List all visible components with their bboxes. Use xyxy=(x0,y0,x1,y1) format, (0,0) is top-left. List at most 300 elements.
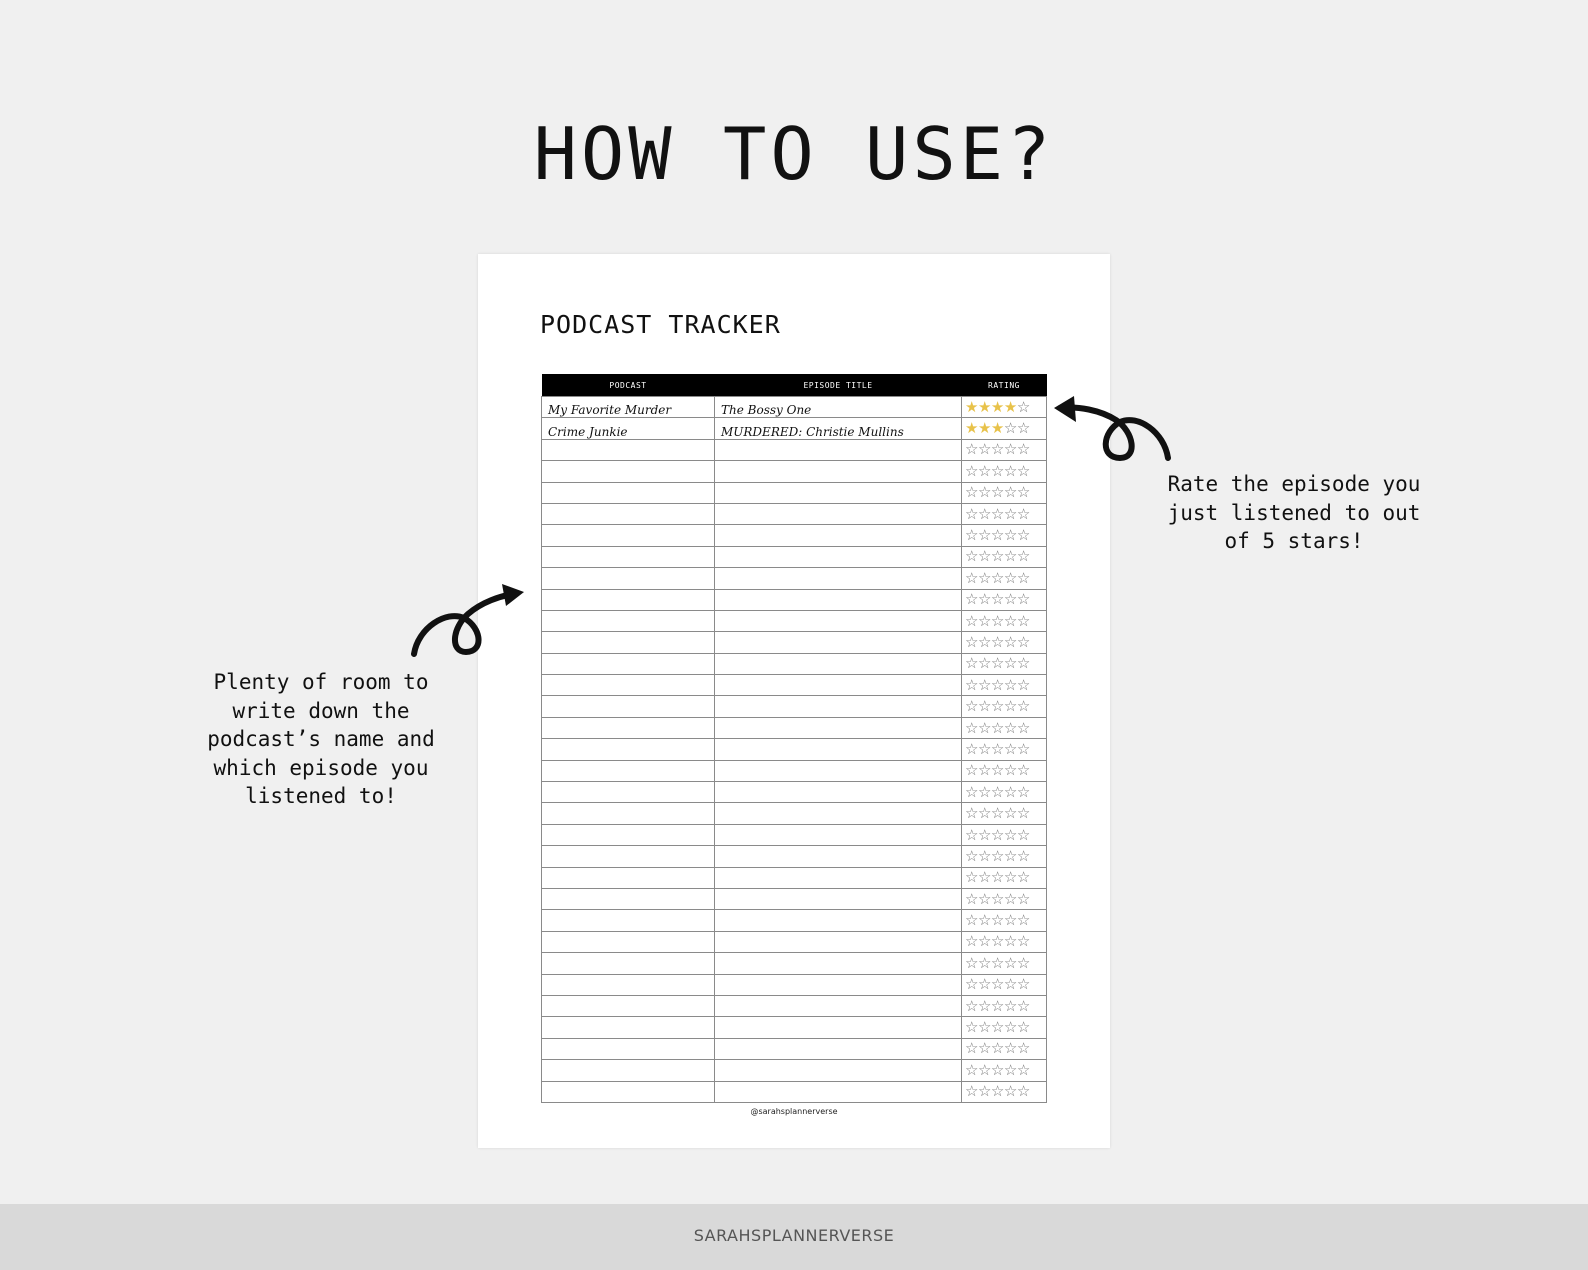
table-row xyxy=(542,482,1047,503)
star-empty-icon[interactable]: ☆ xyxy=(977,697,991,716)
podcast-cell[interactable] xyxy=(542,589,715,610)
episode-title-cell[interactable] xyxy=(715,739,962,760)
table-row xyxy=(542,888,1047,909)
rating-cell xyxy=(962,974,1047,995)
star-empty-icon[interactable]: ☆ xyxy=(977,846,991,865)
podcast-cell[interactable] xyxy=(542,653,715,674)
star-empty-icon[interactable]: ☆ xyxy=(1016,975,1030,994)
star-empty-icon[interactable]: ☆ xyxy=(990,504,1004,523)
table-row xyxy=(542,974,1047,995)
star-empty-icon[interactable]: ☆ xyxy=(1003,547,1017,566)
star-empty-icon[interactable]: ☆ xyxy=(977,1018,991,1037)
star-empty-icon[interactable]: ☆ xyxy=(965,804,978,823)
table-row xyxy=(542,439,1047,460)
table-row xyxy=(542,525,1047,546)
rating-cell xyxy=(962,696,1047,717)
podcast-cell[interactable] xyxy=(542,760,715,781)
podcast-cell[interactable] xyxy=(542,1017,715,1038)
star-empty-icon[interactable]: ☆ xyxy=(977,889,991,908)
star-empty-icon[interactable]: ☆ xyxy=(1016,889,1030,908)
rating-cell xyxy=(962,931,1047,952)
curly-arrow-icon xyxy=(410,584,528,660)
episode-title-cell[interactable] xyxy=(715,888,962,909)
star-empty-icon[interactable]: ☆ xyxy=(965,782,978,801)
table-row xyxy=(542,803,1047,824)
star-empty-icon[interactable]: ☆ xyxy=(1003,911,1017,930)
star-empty-icon[interactable]: ☆ xyxy=(1003,825,1017,844)
star-empty-icon[interactable]: ☆ xyxy=(965,911,978,930)
rating-cell xyxy=(962,589,1047,610)
star-empty-icon[interactable]: ☆ xyxy=(965,932,978,951)
podcast-cell[interactable] xyxy=(542,953,715,974)
star-empty-icon[interactable]: ☆ xyxy=(1003,526,1017,545)
star-empty-icon[interactable]: ☆ xyxy=(990,761,1004,780)
star-empty-icon[interactable]: ☆ xyxy=(990,825,1004,844)
star-empty-icon[interactable]: ☆ xyxy=(965,975,978,994)
table-row xyxy=(542,910,1047,931)
episode-title-cell[interactable] xyxy=(715,503,962,524)
star-empty-icon[interactable]: ☆ xyxy=(1016,675,1030,694)
table-row xyxy=(542,782,1047,803)
page-heading: HOW TO USE? xyxy=(533,112,1055,196)
star-empty-icon[interactable]: ☆ xyxy=(1016,996,1030,1015)
star-empty-icon[interactable]: ☆ xyxy=(990,632,1004,651)
star-empty-icon[interactable]: ☆ xyxy=(977,1060,991,1079)
episode-title-cell[interactable] xyxy=(715,589,962,610)
podcast-cell[interactable] xyxy=(542,1060,715,1081)
podcast-cell[interactable] xyxy=(542,568,715,589)
star-empty-icon[interactable]: ☆ xyxy=(965,1082,978,1101)
sheet-title: PODCAST TRACKER xyxy=(540,310,781,339)
star-empty-icon[interactable]: ☆ xyxy=(990,526,1004,545)
star-empty-icon[interactable]: ☆ xyxy=(1016,397,1030,416)
episode-title-cell[interactable] xyxy=(715,974,962,995)
star-empty-icon[interactable]: ☆ xyxy=(965,526,978,545)
podcast-cell[interactable] xyxy=(542,632,715,653)
star-filled-icon[interactable]: ★ xyxy=(977,419,991,438)
podcast-cell[interactable]: Crime Junkie xyxy=(542,418,715,439)
star-empty-icon[interactable]: ☆ xyxy=(965,483,978,502)
star-empty-icon[interactable]: ☆ xyxy=(1003,889,1017,908)
episode-title-cell[interactable] xyxy=(715,1017,962,1038)
star-empty-icon[interactable]: ☆ xyxy=(1003,1039,1017,1058)
podcast-cell[interactable] xyxy=(542,974,715,995)
star-empty-icon[interactable]: ☆ xyxy=(1003,975,1017,994)
star-empty-icon[interactable]: ☆ xyxy=(965,996,978,1015)
rating-cell xyxy=(962,824,1047,845)
star-empty-icon[interactable]: ☆ xyxy=(977,440,991,459)
episode-title-cell[interactable] xyxy=(715,931,962,952)
note-line: which episode you xyxy=(213,755,429,780)
star-empty-icon[interactable]: ☆ xyxy=(990,1060,1004,1079)
star-empty-icon[interactable]: ☆ xyxy=(1016,782,1030,801)
podcast-cell[interactable] xyxy=(542,482,715,503)
podcast-cell[interactable] xyxy=(542,846,715,867)
podcast-cell[interactable] xyxy=(542,439,715,460)
curly-arrow-icon xyxy=(1050,392,1180,470)
star-empty-icon[interactable]: ☆ xyxy=(1016,1018,1030,1037)
note-line: write down the xyxy=(232,698,410,723)
episode-title-cell[interactable]: The Bossy One xyxy=(715,397,962,418)
star-empty-icon[interactable]: ☆ xyxy=(1016,568,1030,587)
star-empty-icon[interactable]: ☆ xyxy=(990,1018,1004,1037)
star-empty-icon[interactable]: ☆ xyxy=(990,654,1004,673)
episode-title-cell[interactable] xyxy=(715,632,962,653)
star-empty-icon[interactable]: ☆ xyxy=(965,868,978,887)
star-empty-icon[interactable]: ☆ xyxy=(965,1039,978,1058)
star-empty-icon[interactable]: ☆ xyxy=(1003,419,1017,438)
star-empty-icon[interactable]: ☆ xyxy=(965,504,978,523)
star-empty-icon[interactable]: ☆ xyxy=(990,996,1004,1015)
rating-cell xyxy=(962,397,1047,418)
star-empty-icon[interactable]: ☆ xyxy=(977,932,991,951)
star-empty-icon[interactable]: ☆ xyxy=(1003,504,1017,523)
star-empty-icon[interactable]: ☆ xyxy=(1016,1060,1030,1079)
star-empty-icon[interactable]: ☆ xyxy=(1003,739,1017,758)
table-row xyxy=(542,568,1047,589)
rating-cell xyxy=(962,717,1047,738)
episode-title-cell[interactable] xyxy=(715,953,962,974)
star-empty-icon[interactable]: ☆ xyxy=(1016,483,1030,502)
star-empty-icon[interactable]: ☆ xyxy=(990,889,1004,908)
star-empty-icon[interactable]: ☆ xyxy=(1003,761,1017,780)
podcast-cell[interactable] xyxy=(542,1081,715,1102)
star-empty-icon[interactable]: ☆ xyxy=(965,590,978,609)
table-row xyxy=(542,632,1047,653)
podcast-cell[interactable] xyxy=(542,803,715,824)
star-empty-icon[interactable]: ☆ xyxy=(977,547,991,566)
star-empty-icon[interactable]: ☆ xyxy=(1016,761,1030,780)
star-empty-icon[interactable]: ☆ xyxy=(977,739,991,758)
column-header-podcast: PODCAST xyxy=(542,374,715,397)
episode-title-cell[interactable] xyxy=(715,803,962,824)
star-empty-icon[interactable]: ☆ xyxy=(1003,868,1017,887)
star-empty-icon[interactable]: ☆ xyxy=(977,526,991,545)
star-empty-icon[interactable]: ☆ xyxy=(977,461,991,480)
podcast-cell[interactable] xyxy=(542,461,715,482)
episode-title-cell[interactable] xyxy=(715,653,962,674)
tracker-table xyxy=(541,374,1047,1103)
star-empty-icon[interactable]: ☆ xyxy=(965,461,978,480)
star-empty-icon[interactable]: ☆ xyxy=(990,675,1004,694)
note-line: listened to! xyxy=(245,784,397,808)
rating-instruction-note xyxy=(1158,470,1430,556)
star-empty-icon[interactable]: ☆ xyxy=(1016,504,1030,523)
episode-title-cell[interactable] xyxy=(715,482,962,503)
table-row xyxy=(542,546,1047,567)
podcast-cell[interactable] xyxy=(542,782,715,803)
star-empty-icon[interactable]: ☆ xyxy=(965,825,978,844)
star-empty-icon[interactable]: ☆ xyxy=(977,804,991,823)
star-empty-icon[interactable]: ☆ xyxy=(965,889,978,908)
star-empty-icon[interactable]: ☆ xyxy=(977,675,991,694)
rating-cell xyxy=(962,953,1047,974)
star-empty-icon[interactable]: ☆ xyxy=(977,590,991,609)
episode-title-cell[interactable] xyxy=(715,846,962,867)
episode-title-cell[interactable] xyxy=(715,568,962,589)
star-empty-icon[interactable]: ☆ xyxy=(1003,440,1017,459)
podcast-cell[interactable] xyxy=(542,675,715,696)
star-empty-icon[interactable]: ☆ xyxy=(990,590,1004,609)
star-empty-icon[interactable]: ☆ xyxy=(977,568,991,587)
podcast-cell[interactable] xyxy=(542,888,715,909)
episode-title-cell[interactable] xyxy=(715,910,962,931)
star-empty-icon[interactable]: ☆ xyxy=(1003,461,1017,480)
star-empty-icon[interactable]: ☆ xyxy=(990,1039,1004,1058)
star-empty-icon[interactable]: ☆ xyxy=(965,632,978,651)
star-empty-icon[interactable]: ☆ xyxy=(965,1018,978,1037)
star-empty-icon[interactable]: ☆ xyxy=(977,911,991,930)
star-empty-icon[interactable]: ☆ xyxy=(1003,846,1017,865)
star-empty-icon[interactable]: ☆ xyxy=(977,654,991,673)
star-empty-icon[interactable]: ☆ xyxy=(977,504,991,523)
rating-cell xyxy=(962,503,1047,524)
star-empty-icon[interactable]: ☆ xyxy=(1003,932,1017,951)
star-empty-icon[interactable]: ☆ xyxy=(965,654,978,673)
star-empty-icon[interactable]: ☆ xyxy=(965,611,978,630)
star-empty-icon[interactable]: ☆ xyxy=(1016,461,1030,480)
star-empty-icon[interactable]: ☆ xyxy=(1003,654,1017,673)
rating-cell xyxy=(962,995,1047,1016)
episode-title-cell[interactable] xyxy=(715,995,962,1016)
star-empty-icon[interactable]: ☆ xyxy=(1003,1018,1017,1037)
table-row xyxy=(542,1017,1047,1038)
table-header-row xyxy=(542,374,1047,397)
rating-cell xyxy=(962,418,1047,439)
episode-title-cell[interactable] xyxy=(715,1038,962,1059)
podcast-cell[interactable] xyxy=(542,910,715,931)
star-filled-icon[interactable]: ★ xyxy=(977,397,991,416)
rating-cell xyxy=(962,525,1047,546)
star-empty-icon[interactable]: ☆ xyxy=(1003,590,1017,609)
table-row xyxy=(542,696,1047,717)
podcast-cell[interactable] xyxy=(542,995,715,1016)
star-empty-icon[interactable]: ☆ xyxy=(977,761,991,780)
star-empty-icon[interactable]: ☆ xyxy=(1016,825,1030,844)
column-header-rating: RATING xyxy=(962,374,1047,397)
star-empty-icon[interactable]: ☆ xyxy=(977,975,991,994)
star-empty-icon[interactable]: ☆ xyxy=(1003,568,1017,587)
rating-cell xyxy=(962,461,1047,482)
rating-cell xyxy=(962,675,1047,696)
star-empty-icon[interactable]: ☆ xyxy=(990,932,1004,951)
table-row xyxy=(542,1081,1047,1102)
episode-title-cell[interactable] xyxy=(715,782,962,803)
podcast-cell[interactable] xyxy=(542,717,715,738)
star-filled-icon[interactable]: ★ xyxy=(965,419,978,438)
star-empty-icon[interactable]: ☆ xyxy=(1003,611,1017,630)
episode-title-cell[interactable] xyxy=(715,1060,962,1081)
star-empty-icon[interactable]: ☆ xyxy=(990,568,1004,587)
star-empty-icon[interactable]: ☆ xyxy=(1003,996,1017,1015)
table-row xyxy=(542,953,1047,974)
star-empty-icon[interactable]: ☆ xyxy=(1016,868,1030,887)
star-empty-icon[interactable]: ☆ xyxy=(965,846,978,865)
star-empty-icon[interactable]: ☆ xyxy=(1016,1039,1030,1058)
table-row xyxy=(542,461,1047,482)
table-row xyxy=(542,589,1047,610)
star-empty-icon[interactable]: ☆ xyxy=(1016,718,1030,737)
episode-title-cell[interactable]: MURDERED: Christie Mullins xyxy=(715,418,962,439)
star-empty-icon[interactable]: ☆ xyxy=(1003,1082,1017,1101)
podcast-cell[interactable] xyxy=(542,525,715,546)
star-empty-icon[interactable]: ☆ xyxy=(977,825,991,844)
episode-title-cell[interactable] xyxy=(715,1081,962,1102)
star-empty-icon[interactable]: ☆ xyxy=(977,483,991,502)
star-empty-icon[interactable]: ☆ xyxy=(965,547,978,566)
table-row xyxy=(542,995,1047,1016)
rating-cell xyxy=(962,846,1047,867)
podcast-cell[interactable] xyxy=(542,739,715,760)
star-empty-icon[interactable]: ☆ xyxy=(990,911,1004,930)
podcast-cell[interactable]: My Favorite Murder xyxy=(542,397,715,418)
podcast-cell[interactable] xyxy=(542,610,715,631)
episode-title-cell[interactable] xyxy=(715,610,962,631)
star-empty-icon[interactable]: ☆ xyxy=(1016,1082,1030,1101)
star-empty-icon[interactable]: ☆ xyxy=(977,611,991,630)
table-row xyxy=(542,867,1047,888)
star-empty-icon[interactable]: ☆ xyxy=(965,953,978,972)
star-empty-icon[interactable]: ☆ xyxy=(1016,632,1030,651)
star-filled-icon[interactable]: ★ xyxy=(990,397,1004,416)
star-empty-icon[interactable]: ☆ xyxy=(977,718,991,737)
star-empty-icon[interactable]: ☆ xyxy=(1016,804,1030,823)
episode-title-cell[interactable] xyxy=(715,867,962,888)
writing-room-note xyxy=(190,668,452,811)
table-row xyxy=(542,931,1047,952)
rating-cell xyxy=(962,782,1047,803)
rating-cell xyxy=(962,482,1047,503)
note-line: of 5 stars! xyxy=(1224,529,1364,553)
star-empty-icon[interactable]: ☆ xyxy=(1003,632,1017,651)
star-empty-icon[interactable]: ☆ xyxy=(1003,804,1017,823)
rating-cell xyxy=(962,1081,1047,1102)
star-empty-icon[interactable]: ☆ xyxy=(977,782,991,801)
star-empty-icon[interactable]: ☆ xyxy=(1003,483,1017,502)
star-empty-icon[interactable]: ☆ xyxy=(965,718,978,737)
star-empty-icon[interactable]: ☆ xyxy=(990,718,1004,737)
podcast-cell[interactable] xyxy=(542,696,715,717)
star-empty-icon[interactable]: ☆ xyxy=(977,996,991,1015)
star-filled-icon[interactable]: ★ xyxy=(1003,397,1017,416)
star-empty-icon[interactable]: ☆ xyxy=(1003,697,1017,716)
star-empty-icon[interactable]: ☆ xyxy=(1016,697,1030,716)
star-empty-icon[interactable]: ☆ xyxy=(977,953,991,972)
star-empty-icon[interactable]: ☆ xyxy=(1003,718,1017,737)
star-empty-icon[interactable]: ☆ xyxy=(1016,953,1030,972)
star-empty-icon[interactable]: ☆ xyxy=(1016,590,1030,609)
star-empty-icon[interactable]: ☆ xyxy=(965,675,978,694)
star-empty-icon[interactable]: ☆ xyxy=(990,739,1004,758)
star-empty-icon[interactable]: ☆ xyxy=(1016,419,1030,438)
star-empty-icon[interactable]: ☆ xyxy=(965,440,978,459)
table-row xyxy=(542,717,1047,738)
podcast-cell[interactable] xyxy=(542,1038,715,1059)
podcast-cell[interactable] xyxy=(542,546,715,567)
star-empty-icon[interactable]: ☆ xyxy=(990,440,1004,459)
episode-title-cell[interactable] xyxy=(715,760,962,781)
star-empty-icon[interactable]: ☆ xyxy=(990,846,1004,865)
table-row xyxy=(542,418,1047,439)
star-empty-icon[interactable]: ☆ xyxy=(1016,526,1030,545)
star-empty-icon[interactable]: ☆ xyxy=(1003,953,1017,972)
star-empty-icon[interactable]: ☆ xyxy=(965,761,978,780)
podcast-cell[interactable] xyxy=(542,503,715,524)
star-empty-icon[interactable]: ☆ xyxy=(977,1039,991,1058)
star-empty-icon[interactable]: ☆ xyxy=(1016,911,1030,930)
star-empty-icon[interactable]: ☆ xyxy=(965,568,978,587)
episode-title-cell[interactable] xyxy=(715,824,962,845)
table-row xyxy=(542,1038,1047,1059)
podcast-cell[interactable] xyxy=(542,824,715,845)
episode-title-cell[interactable] xyxy=(715,675,962,696)
star-empty-icon[interactable]: ☆ xyxy=(990,697,1004,716)
podcast-cell[interactable] xyxy=(542,867,715,888)
star-empty-icon[interactable]: ☆ xyxy=(1003,1060,1017,1079)
star-empty-icon[interactable]: ☆ xyxy=(990,975,1004,994)
star-empty-icon[interactable]: ☆ xyxy=(1003,782,1017,801)
rating-cell xyxy=(962,1017,1047,1038)
table-row xyxy=(542,397,1047,418)
episode-title-cell[interactable] xyxy=(715,525,962,546)
star-empty-icon[interactable]: ☆ xyxy=(990,782,1004,801)
star-empty-icon[interactable]: ☆ xyxy=(1016,440,1030,459)
rating-cell xyxy=(962,568,1047,589)
episode-title-cell[interactable] xyxy=(715,461,962,482)
rating-cell xyxy=(962,632,1047,653)
star-empty-icon[interactable]: ☆ xyxy=(977,868,991,887)
table-row xyxy=(542,739,1047,760)
table-row xyxy=(542,1060,1047,1081)
star-filled-icon[interactable]: ★ xyxy=(965,397,978,416)
star-empty-icon[interactable]: ☆ xyxy=(965,1060,978,1079)
note-line: just listened to out xyxy=(1167,500,1421,525)
rating-cell xyxy=(962,803,1047,824)
star-empty-icon[interactable]: ☆ xyxy=(990,547,1004,566)
star-empty-icon[interactable]: ☆ xyxy=(965,697,978,716)
star-empty-icon[interactable]: ☆ xyxy=(990,804,1004,823)
star-empty-icon[interactable]: ☆ xyxy=(990,483,1004,502)
star-empty-icon[interactable]: ☆ xyxy=(990,1082,1004,1101)
star-filled-icon[interactable]: ★ xyxy=(990,419,1004,438)
star-empty-icon[interactable]: ☆ xyxy=(990,611,1004,630)
table-row xyxy=(542,846,1047,867)
podcast-cell[interactable] xyxy=(542,931,715,952)
star-empty-icon[interactable]: ☆ xyxy=(965,739,978,758)
brand-footer-bar xyxy=(0,1204,1588,1270)
star-empty-icon[interactable]: ☆ xyxy=(977,632,991,651)
table-row xyxy=(542,503,1047,524)
star-empty-icon[interactable]: ☆ xyxy=(977,1082,991,1101)
episode-title-cell[interactable] xyxy=(715,546,962,567)
star-empty-icon[interactable]: ☆ xyxy=(1003,675,1017,694)
star-empty-icon[interactable]: ☆ xyxy=(1016,547,1030,566)
star-empty-icon[interactable]: ☆ xyxy=(990,868,1004,887)
rating-cell xyxy=(962,610,1047,631)
star-empty-icon[interactable]: ☆ xyxy=(1016,611,1030,630)
episode-title-cell[interactable] xyxy=(715,439,962,460)
rating-cell xyxy=(962,867,1047,888)
rating-cell xyxy=(962,1038,1047,1059)
star-empty-icon[interactable]: ☆ xyxy=(990,953,1004,972)
star-empty-icon[interactable]: ☆ xyxy=(1016,932,1030,951)
star-empty-icon[interactable]: ☆ xyxy=(1016,739,1030,758)
star-empty-icon[interactable]: ☆ xyxy=(1016,846,1030,865)
star-empty-icon[interactable]: ☆ xyxy=(990,461,1004,480)
episode-title-cell[interactable] xyxy=(715,717,962,738)
star-empty-icon[interactable]: ☆ xyxy=(1016,654,1030,673)
episode-title-cell[interactable] xyxy=(715,696,962,717)
